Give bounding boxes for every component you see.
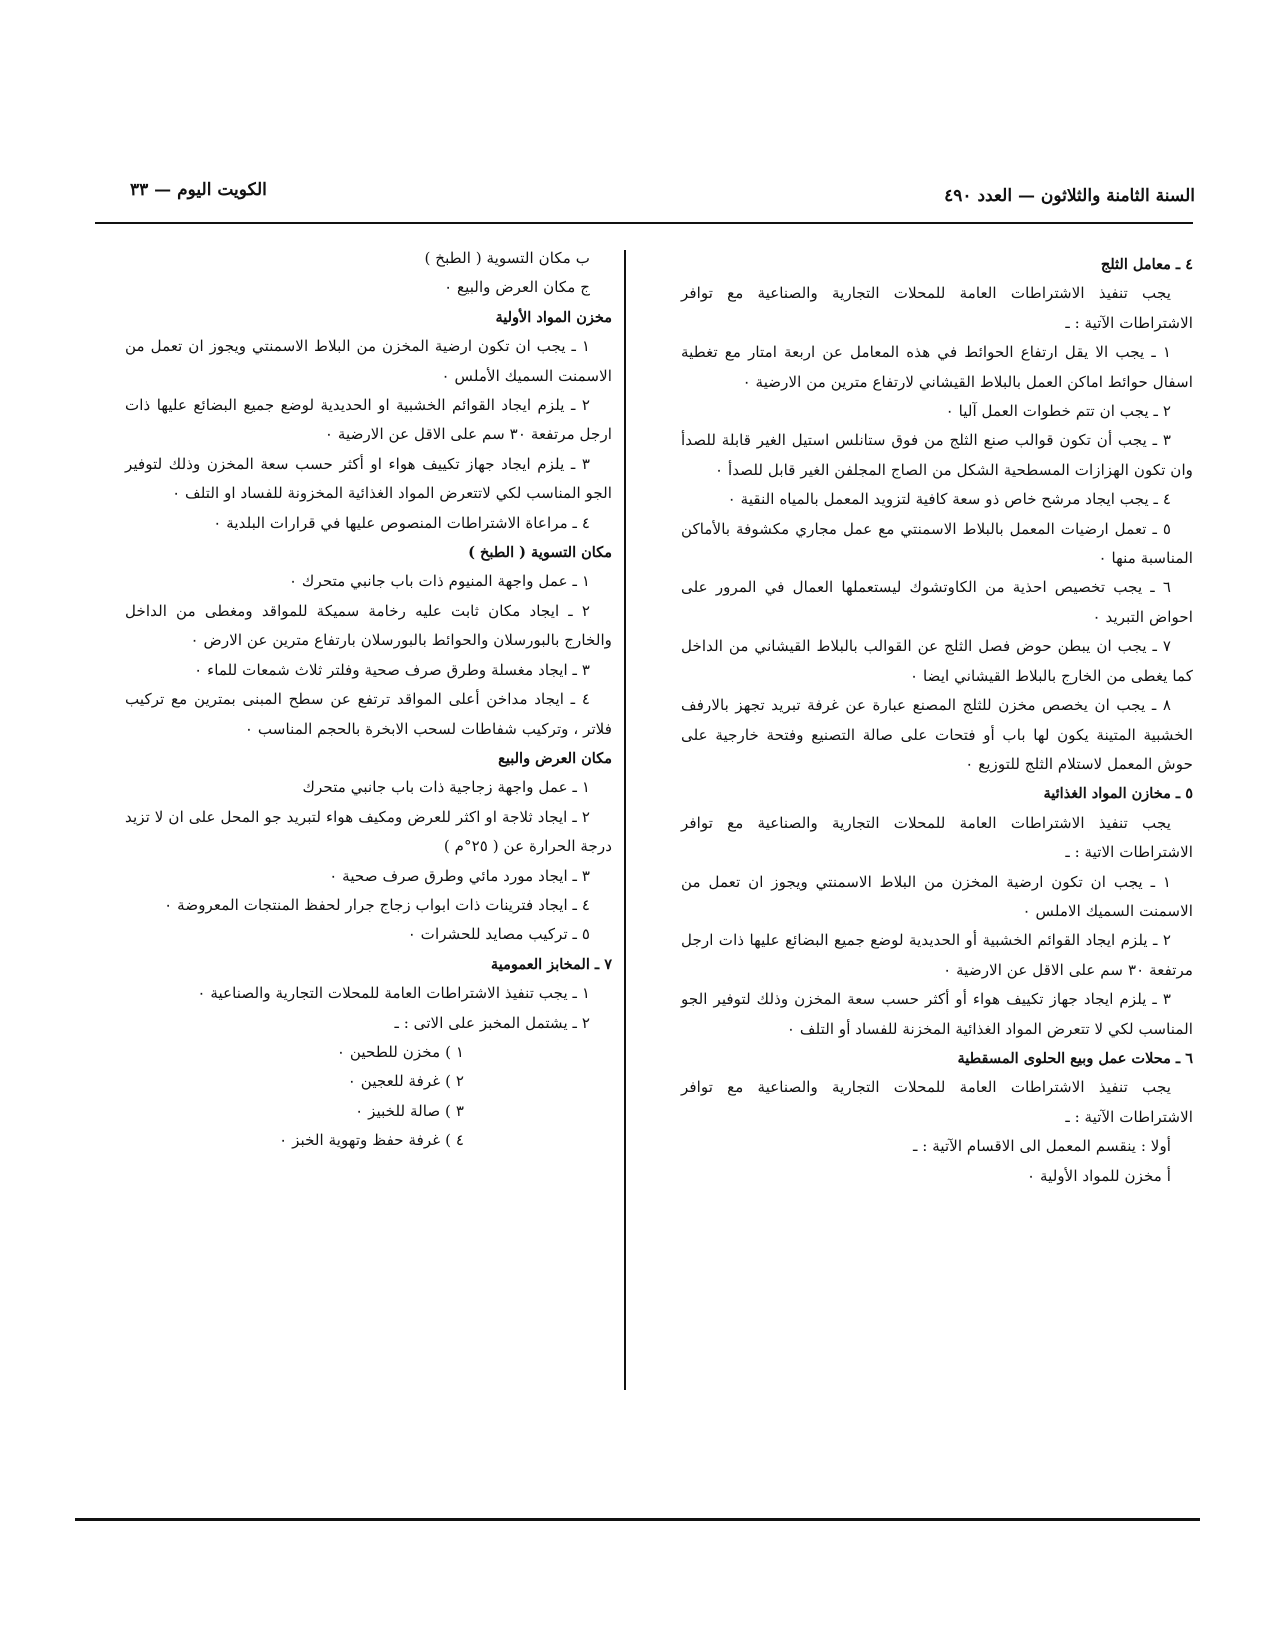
paragraph: ٥ ـ تعمل ارضيات المعمل بالبلاط الاسمنتي مع عمل مجاري مكشوفة بالأماكن المناسبة منها ٠ bbox=[681, 519, 1193, 568]
paragraph: يجب تنفيذ الاشتراطات العامة للمحلات التجارية والصناعية مع توافر الاشتراطات الاتية : ـ bbox=[681, 813, 1193, 862]
paragraph: ٢ ـ يلزم ايجاد القوائم الخشبية أو الحديدية لوضع جميع البضائع عليها ذات ارجل مرتفعة ٣٠ سم على الاقل عن الارضية ٠ bbox=[681, 931, 1193, 979]
footer-rule bbox=[75, 1518, 1200, 1521]
paragraph: أ مخزن للمواد الأولية ٠ bbox=[1026, 1166, 1171, 1185]
paragraph: ٦ ـ يجب تخصيص احذية من الكاوتشوك ليستعملها العمال في المرور على احواض التبريد ٠ bbox=[681, 578, 1193, 626]
section-heading: مكان التسوية ( الطبخ ) bbox=[468, 544, 612, 562]
section-heading: مكان العرض والبيع bbox=[498, 749, 612, 767]
paragraph: ٣ ـ يجب أن تكون قوالب صنع الثلج من فوق ستانلس استيل الغير قابلة للصدأ وان تكون الهزازات المسطحية الشكل من الصاج المجلفن الغير قابل للصدأ ٠ bbox=[681, 431, 1193, 479]
header-rule bbox=[95, 222, 1193, 224]
paragraph: ٢ ـ ايجاد مكان ثابت عليه رخامة سميكة للمواقد ومغطى من الداخل والخارج بالبورسلان والحوائط بالبورسلان بارتفاع مترين عن الارض ٠ bbox=[125, 601, 612, 650]
section-heading: ٤ ـ معامل الثلج bbox=[1100, 256, 1193, 273]
paragraph: ١ ـ عمل واجهة زجاجية ذات باب جانبي متحرك bbox=[302, 778, 590, 797]
paragraph: ١ ـ يجب ان تكون ارضية المخزن من البلاط الاسمنتي ويجوز ان تعمل من الاسمنت السميك الأملس ٠ bbox=[125, 337, 612, 385]
paragraph: يجب تنفيذ الاشتراطات العامة للمحلات التجارية والصناعية مع توافر الاشتراطات الآتية : ـ bbox=[681, 284, 1193, 332]
section-heading: مخزن المواد الأولية bbox=[495, 308, 612, 326]
column-divider bbox=[624, 250, 626, 1390]
paragraph: ج مكان العرض والبيع ٠ bbox=[444, 278, 590, 297]
paragraph: ٣ ـ ايجاد مغسلة وطرق صرف صحية وفلتر ثلاث شمعات للماء ٠ bbox=[194, 660, 590, 679]
paragraph: ٣ ـ يلزم ايجاد جهاز تكييف هواء أو أكثر حسب سعة المخزن وذلك لتوفير الجو المناسب لكي لا تتعرض المواد الغذائية المخزنة للفساد أو التلف ٠ bbox=[681, 990, 1193, 1038]
section-heading: ٥ ـ مخازن المواد الغذائية bbox=[1043, 785, 1193, 803]
paragraph: ٤ ـ يجب ايجاد مرشح خاص ذو سعة كافية لتزويد المعمل بالمياه النقية ٠ bbox=[727, 490, 1171, 509]
paragraph: ب مكان التسوية ( الطبخ ) bbox=[424, 249, 590, 267]
paragraph: ١ ـ عمل واجهة المنيوم ذات باب جانبي متحرك ٠ bbox=[288, 572, 590, 591]
paragraph: ٨ ـ يجب ان يخصص مخزن للثلج المصنع عبارة عن غرفة تبريد تجهز بالارفف الخشبية المتينة يكون لها باب أو فتحات على صالة التصنيع وفتحة خارجية على حوش المعمل لاستلام الثلج للتوزيع ٠ bbox=[681, 696, 1193, 773]
paragraph: ٤ ـ ايجاد مداخن أعلى المواقد ترتفع عن سطح المبنى بمترين مع تركيب فلاتر ، وتركيب شفاطات لسحب الابخرة بالحجم المناسب ٠ bbox=[125, 690, 612, 738]
paragraph: أولا : ينقسم المعمل الى الاقسام الآتية : ـ bbox=[913, 1137, 1171, 1156]
paragraph: ٣ ـ يلزم ايجاد جهاز تكييف هواء او أكثر حسب سعة المخزن وذلك لتوفير الجو المناسب لكي لاتتعرض المواد الغذائية المخزونة للفساد او التلف ٠ bbox=[125, 454, 612, 503]
right-column bbox=[681, 250, 1193, 1191]
paragraph: ٢ ـ يلزم ايجاد القوائم الخشبية او الحديدية لوضع جميع البضائع عليها ذات ارجل مرتفعة ٣٠ سم على الاقل عن الارضية ٠ bbox=[125, 396, 612, 444]
paragraph: ٧ ـ يجب ان يبطن حوض فصل الثلج عن القوالب بالبلاط القيشاني من الداخل كما يغطى من الخارج بالبلاط القيشاني ايضا ٠ bbox=[681, 637, 1193, 685]
paragraph: ٥ ـ تركيب مصايد للحشرات ٠ bbox=[407, 925, 590, 944]
paragraph: ٢ ـ يشتمل المخبز على الاتى : ـ bbox=[394, 1013, 590, 1032]
list-item: ٣ ) صالة للخبيز ٠ bbox=[355, 1101, 464, 1120]
paragraph: ٤ ـ مراعاة الاشتراطات المنصوص عليها في قرارات البلدية ٠ bbox=[213, 513, 590, 532]
paragraph: ١ ـ يجب ان تكون ارضية المخزن من البلاط الاسمنتي ويجوز ان تعمل من الاسمنت السميك الاملس ٠ bbox=[681, 872, 1193, 920]
paragraph: ١ ـ يجب الا يقل ارتفاع الحوائط في هذه المعامل عن اربعة امتار مع تغطية اسفال حوائط اماكن العمل بالبلاط القيشاني لارتفاع مترين من الارضية ٠ bbox=[681, 343, 1193, 391]
section-heading: ٧ ـ المخابز العمومية bbox=[490, 955, 612, 973]
paragraph: ١ ـ يجب تنفيذ الاشتراطات العامة للمحلات التجارية والصناعية ٠ bbox=[197, 984, 590, 1003]
paragraph: ٣ ـ ايجاد مورد مائي وطرق صرف صحية ٠ bbox=[329, 866, 590, 885]
page-number-header: الكويت اليوم — ٣٣ bbox=[130, 180, 267, 200]
list-item: ١ ) مخزن للطحين ٠ bbox=[336, 1042, 464, 1061]
paragraph: ٢ ـ ايجاد ثلاجة او اكثر للعرض ومكيف هواء لتبريد جو المحل على ان لا تزيد درجة الحرارة عن ( ٢٥°م ) bbox=[125, 807, 612, 856]
issue-header: السنة الثامنة والثلاثون — العدد ٤٩٠ bbox=[944, 186, 1195, 206]
paragraph: يجب تنفيذ الاشتراطات العامة للمحلات التجارية والصناعية مع توافر الاشتراطات الآتية : ـ bbox=[681, 1078, 1193, 1126]
section-heading: ٦ ـ محلات عمل وبيع الحلوى المسقطية bbox=[957, 1049, 1193, 1067]
list-item: ٤ ) غرفة حفظ وتهوية الخبز ٠ bbox=[279, 1131, 464, 1150]
paragraph: ٢ ـ يجب ان تتم خطوات العمل آليا ٠ bbox=[945, 402, 1171, 421]
list-item: ٢ ) غرفة للعجين ٠ bbox=[347, 1072, 464, 1091]
left-column bbox=[125, 244, 612, 1156]
paragraph: ٤ ـ ايجاد فترينات ذات ابواب زجاج جرار لحفظ المنتجات المعروضة ٠ bbox=[164, 895, 590, 914]
